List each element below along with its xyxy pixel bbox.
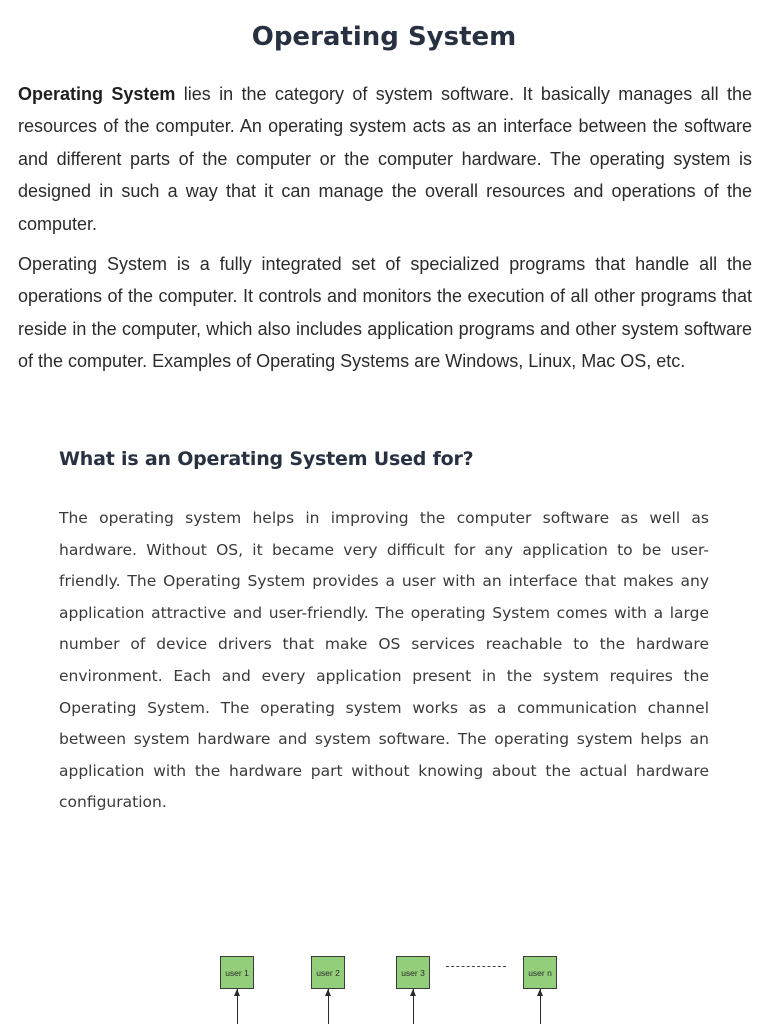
arrow-up-icon <box>540 989 541 1024</box>
user-box-2: user 2 <box>311 956 345 989</box>
page-title: Operating System <box>251 22 517 52</box>
user-box-n: user n <box>523 956 557 989</box>
section-body: The operating system helps in improving the computer software as well as hardware. Without OS, it became very difficult for any application to be user-friendly. The Operating System provides a user with an interface that makes any application attractive and user-friendly. The operating System comes with a large number of device drivers that make OS services reachable to the hardware environment. Each and every application present in the system requires the Operating System. The operating system works as a communication channel between system hardware and system software. The operating system helps an application with the hardware part without knowing about the actual hardware configuration. <box>59 509 709 812</box>
ellipsis-dashes <box>446 966 506 967</box>
intro-paragraph-1 <box>18 78 752 240</box>
arrow-up-icon <box>413 989 414 1024</box>
arrow-up-icon <box>328 989 329 1024</box>
intro-paragraph-1-text: lies in the category of system software. It basically manages all the resources of the computer. An operating system acts as an interface between the software and different parts of the computer or the computer hardware. The operating system is designed in such a way that it can manage the overall resources and operations of the computer. <box>18 84 753 234</box>
intro-paragraph-2: Operating System is a fully integrated set of specialized programs that handle all the operations of the computer. It controls and monitors the execution of all other programs that reside in the computer, which also includes application programs and other system software of the computer. Examples of Operating Systems are Windows, Linux, Mac OS, etc. <box>18 254 752 372</box>
section-heading: What is an Operating System Used for? <box>59 448 474 470</box>
intro-lead-term: Operating System <box>18 84 176 104</box>
arrow-up-icon <box>237 989 238 1024</box>
user-box-3: user 3 <box>396 956 430 989</box>
user-box-1: user 1 <box>220 956 254 989</box>
os-users-diagram <box>0 940 768 1024</box>
